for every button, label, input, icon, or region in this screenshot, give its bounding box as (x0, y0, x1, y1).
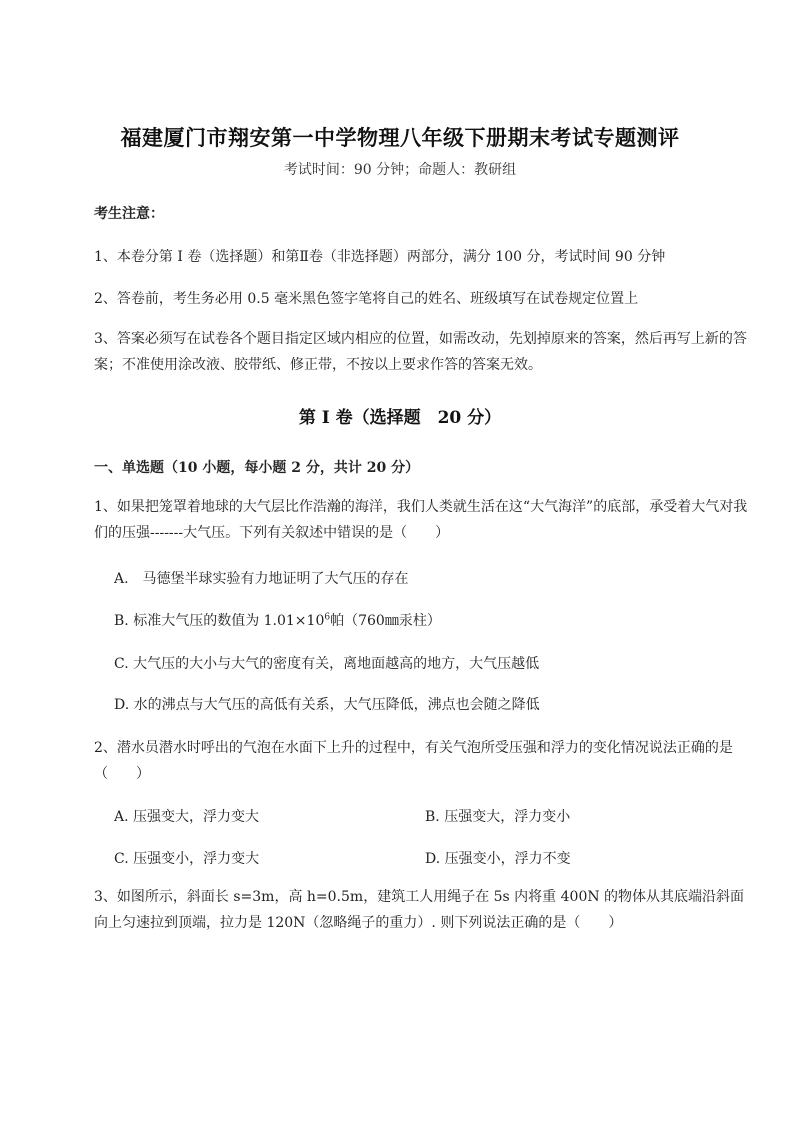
notice-item-1: 1、本卷分第 I 卷（选择题）和第Ⅱ卷（非选择题）两部分，满分 100 分，考试时间 90 分钟 (94, 249, 666, 265)
option-b-text: B. 标准大气压的数值为 1.01×10 (114, 613, 325, 629)
question-2-option-d: D. 压强变小，浮力不变 (425, 851, 571, 867)
question-2-option-c: C. 压强变小，浮力变大 (114, 851, 260, 867)
question-3-stem: 3、如图所示，斜面长 s=3m，高 h=0.5m，建筑工人用绳子在 5s 内将重 400N 的物体从其底端沿斜面向上匀速拉到顶端，拉力是 120N（忽略绳子的重力）. 则下列说法正确的是（ ） (94, 889, 745, 931)
notice-item-2: 2、答卷前，考生务必用 0.5 毫米黑色签字笔将自己的姓名、班级填写在试卷规定位置上 (94, 291, 639, 307)
question-2-option-b: B. 压强变大，浮力变小 (425, 809, 571, 825)
section-title: 第 I 卷（选择题 20 分） (298, 408, 502, 428)
question-2-option-a: A. 压强变大，浮力变大 (114, 809, 260, 825)
option-b-unit: 帕（760㎜汞柱） (330, 613, 441, 629)
question-2-stem: 2、潜水员潜水时呼出的气泡在水面下上升的过程中，有关气泡所受压强和浮力的变化情况说法正确的是（ ） (94, 740, 733, 782)
notice-item-3: 3、答案必须写在试卷各个题目指定区域内相应的位置，如需改动，先划掉原来的答案，然后再写上新的答案；不准使用涂改液、胶带纸、修正带，不按以上要求作答的答案无效。 (94, 331, 747, 373)
notice-heading: 考生注意： (94, 206, 164, 222)
question-1-option-d: D. 水的沸点与大气压的高低有关系，大气压降低，沸点也会随之降低 (114, 697, 540, 713)
page-title: 福建厦门市翔安第一中学物理八年级下册期末考试专题测评 (120, 125, 680, 150)
part-heading: 一、单选题（10 小题，每小题 2 分，共计 20 分） (94, 460, 420, 476)
question-1-option-b (114, 610, 441, 630)
question-1-option-c: C. 大气压的大小与大气的密度有关，离地面越高的地方，大气压越低 (114, 656, 540, 672)
question-1-option-a: A. 马德堡半球实验有力地证明了大气压的存在 (114, 571, 409, 587)
exam-info: 考试时间：90 分钟；命题人：教研组 (283, 162, 517, 178)
question-1-stem: 1、如果把笼罩着地球的大气层比作浩瀚的海洋，我们人类就生活在这“大气海洋”的底部，承受着大气对我们的压强-------大气压。下列有关叙述中错误的是（ ） (94, 499, 748, 541)
option-b-exponent: 6 (324, 612, 331, 623)
